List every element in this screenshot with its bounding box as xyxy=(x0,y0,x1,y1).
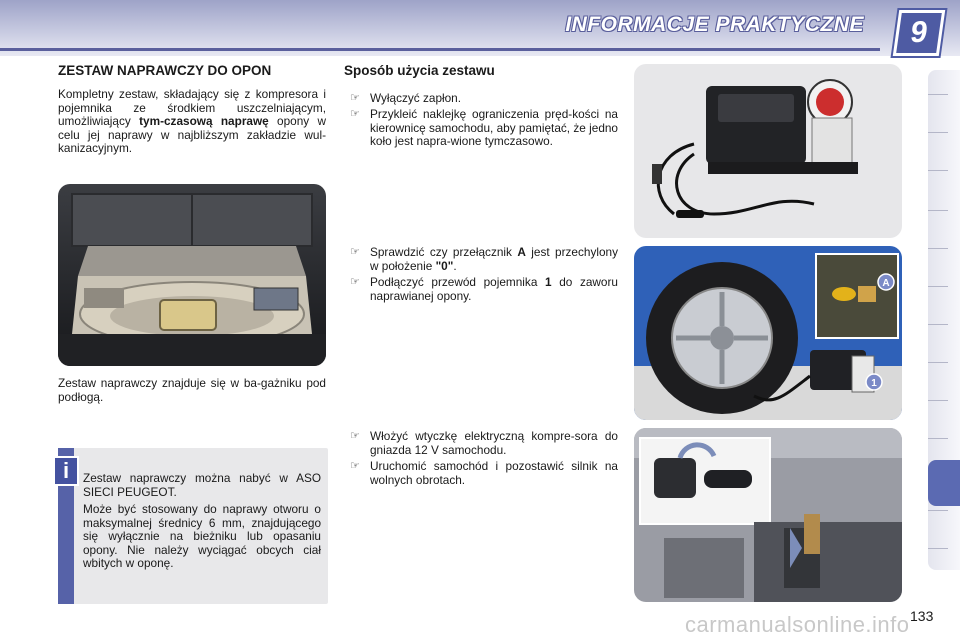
hand-pointer-icon: ☞ xyxy=(350,276,360,288)
info-purchase: Zestaw naprawczy można nabyć w ASO SIECI PEUGEOT. xyxy=(83,471,321,499)
hand-pointer-icon: ☞ xyxy=(350,460,360,472)
header-rule xyxy=(0,48,880,51)
section-title: INFORMACJE PRAKTYCZNE xyxy=(565,13,864,36)
kit-intro: Kompletny zestaw, składający się z kompresora i pojemnika ze środkiem uszczelniającym, umożliwiający tym-czasową naprawę opony w celu jej naprawy w najbliższym zakładzie wul-kanizacyjnym. xyxy=(58,87,326,156)
usage-heading: Sposób użycia zestawu xyxy=(344,63,495,78)
compressor-photo xyxy=(634,64,902,238)
chapter-number-badge: 9 xyxy=(893,10,945,56)
kit-heading: ZESTAW NAPRAWCZY DO OPON xyxy=(58,63,272,78)
wheel-photo xyxy=(634,246,902,420)
step-check-switch: ☞ Sprawdzić czy przełącznik A jest przechylony w położenie "0". xyxy=(350,245,618,273)
trunk-photo xyxy=(58,184,326,366)
hand-pointer-icon: ☞ xyxy=(350,108,360,120)
step-plug-in: ☞ Włożyć wtyczkę elektryczną kompre-sora do gniazda 12 V samochodu. xyxy=(350,429,618,457)
step-ignition-off: ☞ Wyłączyć zapłon. xyxy=(350,91,462,105)
hand-pointer-icon: ☞ xyxy=(350,246,360,258)
hand-pointer-icon: ☞ xyxy=(350,430,360,442)
callout-1: 1 xyxy=(871,378,877,389)
callout-a: A xyxy=(882,278,890,289)
chapter-tab-active[interactable] xyxy=(928,460,960,506)
page-number: 133 xyxy=(910,608,934,624)
watermark: carmanualsonline.info xyxy=(685,612,910,637)
step-speed-sticker: ☞ Przykleić naklejkę ograniczenia pręd-kości na kierownicę samochodu, aby pamiętać, że jedno koło jest napra-wione tymczasowo. xyxy=(350,107,618,149)
step-start-engine: ☞ Uruchomić samochód i pozostawić silnik na wolnych obrotach. xyxy=(350,459,618,487)
step-connect-hose: ☞ Podłączyć przewód pojemnika 1 do zaworu naprawianej opony. xyxy=(350,275,618,303)
info-icon: i xyxy=(53,456,79,486)
hand-pointer-icon: ☞ xyxy=(350,92,360,104)
cabin-socket-photo xyxy=(634,428,902,602)
info-usage: Może być stosowany do naprawy otworu o maksymalnej średnicy 6 mm, znajdującego się wyłącznie na bieżniku lub opasaniu opony. Nie należy wyciągać obcych ciał wbitych w oponę. xyxy=(83,502,321,571)
kit-location: Zestaw naprawczy znajduje się w ba-gażniku pod podłogą. xyxy=(58,376,326,404)
